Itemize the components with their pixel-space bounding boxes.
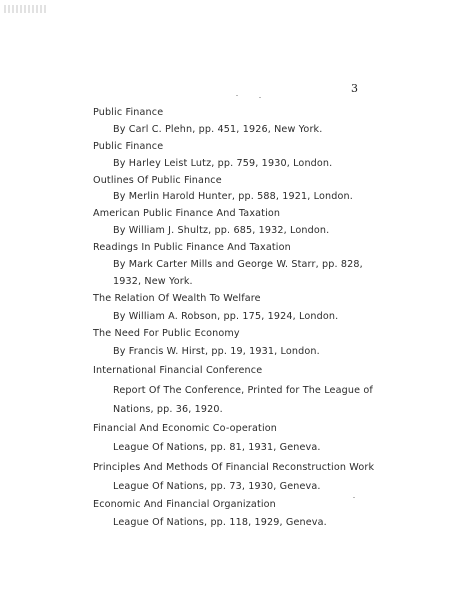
- reference-detail: By Francis W. Hirst, pp. 19, 1931, London.: [113, 346, 320, 357]
- reference-title: The Need For Public Economy: [93, 328, 240, 339]
- scan-speck: [259, 97, 261, 98]
- reference-detail: By Harley Leist Lutz, pp. 759, 1930, London.: [113, 158, 333, 169]
- reference-detail: By Mark Carter Mills and George W. Starr, pp. 828,: [113, 259, 363, 270]
- reference-title: The Relation Of Wealth To Welfare: [93, 293, 261, 304]
- reference-detail: By William A. Robson, pp. 175, 1924, London.: [113, 311, 339, 322]
- reference-title: American Public Finance And Taxation: [93, 208, 281, 219]
- page-number: 3: [351, 82, 358, 95]
- reference-title: Economic And Financial Organization: [93, 499, 276, 510]
- reference-title: Principles And Methods Of Financial Reconstruction Work: [93, 462, 375, 473]
- reference-title: Public Finance: [93, 107, 164, 118]
- reference-detail: By Merlin Harold Hunter, pp. 588, 1921, London.: [113, 191, 353, 202]
- reference-title: Readings In Public Finance And Taxation: [93, 242, 291, 253]
- reference-title: Public Finance: [93, 141, 164, 152]
- reference-title: Financial And Economic Co-operation: [93, 423, 278, 434]
- reference-detail: By William J. Shultz, pp. 685, 1932, London.: [113, 225, 330, 236]
- scan-speck: [353, 497, 355, 498]
- reference-title: Outlines Of Public Finance: [93, 175, 222, 186]
- reference-detail: Nations, pp. 36, 1920.: [113, 404, 223, 415]
- reference-detail: League Of Nations, pp. 73, 1930, Geneva.: [113, 481, 321, 492]
- archive-stamp: [4, 5, 48, 13]
- scan-speck: [236, 95, 238, 96]
- reference-detail: By Carl C. Plehn, pp. 451, 1926, New York.: [113, 124, 323, 135]
- reference-title: International Financial Conference: [93, 365, 263, 376]
- reference-detail: 1932, New York.: [113, 276, 193, 287]
- reference-detail: Report Of The Conference, Printed for The League of: [113, 385, 373, 396]
- reference-detail: League Of Nations, pp. 81, 1931, Geneva.: [113, 442, 321, 453]
- reference-detail: League Of Nations, pp. 118, 1929, Geneva.: [113, 517, 327, 528]
